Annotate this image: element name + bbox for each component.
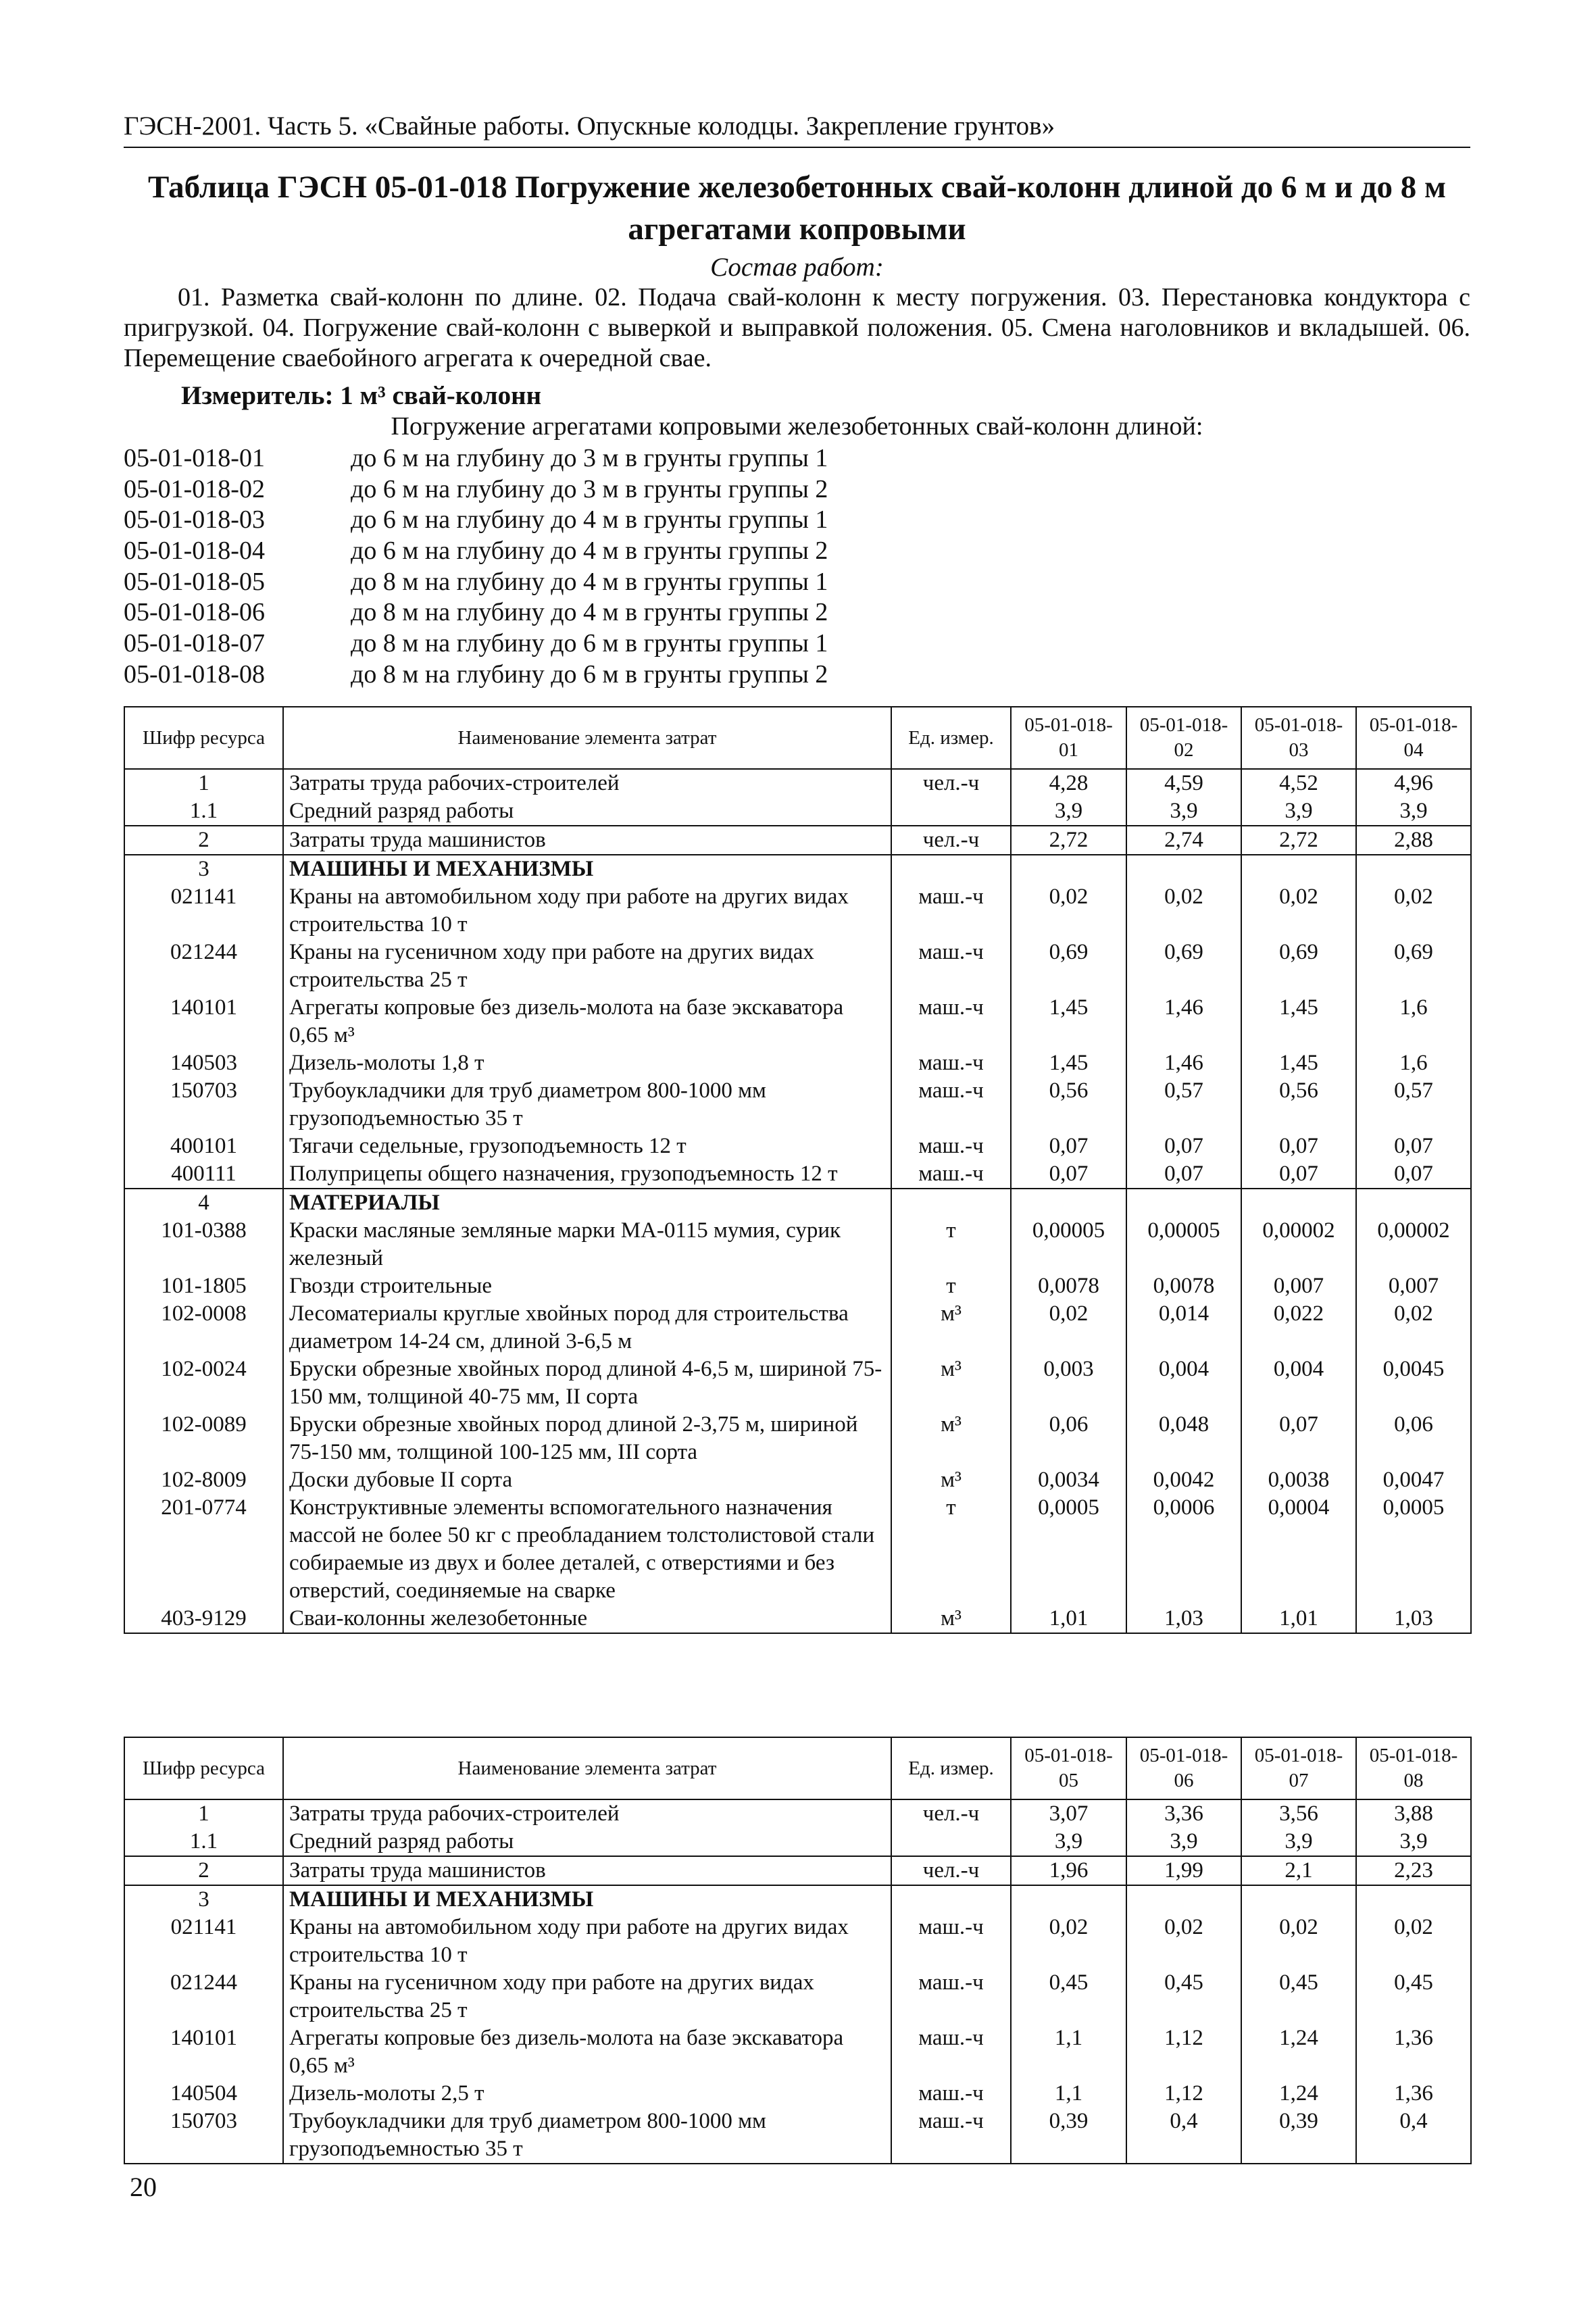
resource-value: 0,02	[1126, 1914, 1241, 1969]
resource-value: 0,0078	[1126, 1272, 1241, 1300]
resource-name: Средний разряд работы	[283, 797, 891, 826]
resource-value: 0,02	[1356, 1914, 1471, 1969]
table-row	[124, 1272, 1471, 1300]
variant-row	[124, 443, 1470, 474]
resource-value: 1,1	[1011, 2080, 1126, 2108]
table-row	[124, 1411, 1471, 1466]
variant-code: 05-01-018-04	[124, 537, 265, 566]
resource-unit: маш.-ч	[891, 2024, 1011, 2080]
resource-value: 2,74	[1126, 826, 1241, 855]
resource-value: 0,007	[1356, 1272, 1471, 1300]
table-row	[124, 1355, 1471, 1411]
resource-table-2	[124, 1737, 1472, 2164]
table-row	[124, 1828, 1471, 1856]
resource-value: 1,6	[1356, 1049, 1471, 1077]
variant-row	[124, 474, 1470, 505]
page-number: 20	[130, 2172, 157, 2202]
variant-text: до 8 м на глубину до 6 м в грунты группы 1	[351, 629, 828, 658]
resource-value: 0,07	[1241, 1160, 1356, 1189]
resource-value: 0,02	[1356, 883, 1471, 939]
resource-name: МАТЕРИАЛЫ	[283, 1189, 891, 1217]
resource-name: Доски дубовые II сорта	[283, 1466, 891, 1494]
resource-name: Лесоматериалы круглые хвойных пород для строительства диаметром 14-24 см, длиной 3-6,5 м	[283, 1300, 891, 1355]
resource-name: Сваи-колонны железобетонные	[283, 1605, 891, 1633]
resource-value: 2,72	[1241, 826, 1356, 855]
resource-value: 0,02	[1011, 883, 1126, 939]
resource-value: 3,88	[1356, 1799, 1471, 1828]
running-head: ГЭСН-2001. Часть 5. «Свайные работы. Опускные колодцы. Закрепление грунтов»	[124, 110, 1470, 148]
resource-value: 0,39	[1241, 2108, 1356, 2164]
sostav-heading: Состав работ:	[710, 253, 884, 282]
resource-code: 021141	[124, 1914, 283, 1969]
resource-unit: маш.-ч	[891, 883, 1011, 939]
resource-value: 0,56	[1241, 1077, 1356, 1132]
resource-value: 0,0047	[1356, 1466, 1471, 1494]
resource-unit: м³	[891, 1605, 1011, 1633]
header-column-code: 05-01-018-02	[1126, 707, 1241, 769]
resource-value: 4,28	[1011, 769, 1126, 797]
resource-unit: чел.-ч	[891, 826, 1011, 855]
resource-code: 3	[124, 855, 283, 883]
resource-unit: м³	[891, 1300, 1011, 1355]
resource-value: 3,9	[1241, 797, 1356, 826]
resource-value: 0,0038	[1241, 1466, 1356, 1494]
resource-value: 0,004	[1241, 1355, 1356, 1411]
resource-value: 3,9	[1241, 1828, 1356, 1856]
variant-text: до 6 м на глубину до 3 м в грунты группы 2	[351, 474, 828, 503]
resource-value: 0,45	[1241, 1969, 1356, 2024]
resource-value: 1,1	[1011, 2024, 1126, 2080]
resource-value: 0,07	[1011, 1160, 1126, 1189]
variant-code: 05-01-018-05	[124, 567, 265, 596]
resource-value: 0,45	[1126, 1969, 1241, 2024]
resource-name: Трубоукладчики для труб диаметром 800-1000 мм грузоподъемностью 35 т	[283, 2108, 891, 2164]
header-column-code: 05-01-018-07	[1241, 1737, 1356, 1799]
resource-value: 1,24	[1241, 2024, 1356, 2080]
resource-table-1	[124, 706, 1472, 1634]
resource-unit	[891, 1885, 1011, 1914]
resource-value: 0,07	[1356, 1132, 1471, 1160]
table-row	[124, 1799, 1471, 1828]
variant-row	[124, 505, 1470, 536]
resource-code: 140503	[124, 1049, 283, 1077]
variant-row	[124, 628, 1470, 659]
resource-name: Конструктивные элементы вспомогательного назначения массой не более 50 кг с преобладанием толстолистовой стали собираемые из двух и более деталей, с отверстиями и без отверстий, соединяемые на сварке	[283, 1494, 891, 1605]
table-row	[124, 939, 1471, 994]
resource-value: 3,9	[1126, 797, 1241, 826]
resource-value: 0,07	[1126, 1160, 1241, 1189]
table-row	[124, 883, 1471, 939]
resource-value: 0,02	[1241, 1914, 1356, 1969]
resource-name: Затраты труда машинистов	[283, 826, 891, 855]
table-row	[124, 855, 1471, 883]
resource-code: 4	[124, 1189, 283, 1217]
resource-value	[1356, 1885, 1471, 1914]
resource-unit: т	[891, 1272, 1011, 1300]
variant-row	[124, 567, 1470, 598]
table-title: Таблица ГЭСН 05-01-018 Погружение железобетонных свай-колонн длиной до 6 м и до 8 м агрегатами копровыми	[147, 170, 1447, 247]
resource-name: Затраты труда рабочих-строителей	[283, 769, 891, 797]
resource-name: Средний разряд работы	[283, 1828, 891, 1856]
table-row	[124, 1049, 1471, 1077]
resource-value: 1,45	[1011, 994, 1126, 1049]
resource-value: 0,0004	[1241, 1494, 1356, 1605]
resource-value: 3,36	[1126, 1799, 1241, 1828]
resource-code: 140101	[124, 2024, 283, 2080]
resource-value	[1241, 1885, 1356, 1914]
resource-unit: чел.-ч	[891, 1856, 1011, 1885]
resource-value: 0,07	[1241, 1411, 1356, 1466]
resource-code: 403-9129	[124, 1605, 283, 1633]
header-column-code: 05-01-018-04	[1356, 707, 1471, 769]
resource-value: 0,022	[1241, 1300, 1356, 1355]
resource-unit	[891, 855, 1011, 883]
table-row	[124, 1885, 1471, 1914]
resource-value: 0,45	[1356, 1969, 1471, 2024]
resource-code: 201-0774	[124, 1494, 283, 1605]
variants-list	[124, 443, 1470, 691]
resource-unit: маш.-ч	[891, 1969, 1011, 2024]
resource-value	[1241, 855, 1356, 883]
resource-unit	[891, 797, 1011, 826]
resource-value	[1126, 1885, 1241, 1914]
table-row	[124, 1914, 1471, 1969]
resource-name: Краны на автомобильном ходу при работе на других видах строительства 10 т	[283, 883, 891, 939]
resource-code: 021244	[124, 1969, 283, 2024]
resource-code: 3	[124, 1885, 283, 1914]
resource-value: 0,02	[1126, 883, 1241, 939]
resource-code: 150703	[124, 2108, 283, 2164]
resource-value: 0,003	[1011, 1355, 1126, 1411]
header-column-code: 05-01-018-08	[1356, 1737, 1471, 1799]
resource-code: 400101	[124, 1132, 283, 1160]
variant-code: 05-01-018-08	[124, 659, 265, 689]
resource-value: 0,0005	[1011, 1494, 1126, 1605]
variant-text: до 8 м на глубину до 4 м в грунты группы 2	[351, 598, 828, 627]
header-column-code: 05-01-018-03	[1241, 707, 1356, 769]
resource-value: 1,36	[1356, 2080, 1471, 2108]
resource-value: 1,36	[1356, 2024, 1471, 2080]
resource-value: 0,004	[1126, 1355, 1241, 1411]
resource-unit: маш.-ч	[891, 939, 1011, 994]
resource-value: 0,06	[1356, 1411, 1471, 1466]
resource-value: 0,00005	[1126, 1217, 1241, 1272]
resource-unit: м³	[891, 1411, 1011, 1466]
resource-value: 1,6	[1356, 994, 1471, 1049]
resource-value: 1,46	[1126, 1049, 1241, 1077]
table-row	[124, 1466, 1471, 1494]
resource-name: Гвозди строительные	[283, 1272, 891, 1300]
resource-value: 0,4	[1126, 2108, 1241, 2164]
table-row	[124, 1969, 1471, 2024]
resource-value: 0,0005	[1356, 1494, 1471, 1605]
resource-unit: маш.-ч	[891, 2080, 1011, 2108]
resource-code: 102-0008	[124, 1300, 283, 1355]
table-row	[124, 1856, 1471, 1885]
resource-unit: маш.-ч	[891, 994, 1011, 1049]
resource-value: 1,03	[1126, 1605, 1241, 1633]
resource-value: 1,99	[1126, 1856, 1241, 1885]
resource-value	[1356, 1189, 1471, 1217]
resource-value: 0,56	[1011, 1077, 1126, 1132]
resource-name: Затраты труда рабочих-строителей	[283, 1799, 891, 1828]
table-row	[124, 1217, 1471, 1272]
resource-name: Полуприцепы общего назначения, грузоподъемность 12 т	[283, 1160, 891, 1189]
resource-value: 0,007	[1241, 1272, 1356, 1300]
sostav-text: 01. Разметка свай-колонн по длине. 02. Подача свай-колонн к месту погружения. 03. Перестановка кондуктора с пригрузкой. 04. Погружение свай-колонн с выверкой и выправкой положения. 05. Смена наголовников и вкладышей. 06. Перемещение сваебойного агрегата к очередной свае.	[124, 283, 1470, 372]
variant-code: 05-01-018-01	[124, 444, 265, 472]
resource-name: Трубоукладчики для труб диаметром 800-1000 мм грузоподъемностью 35 т	[283, 1077, 891, 1132]
resource-code: 021244	[124, 939, 283, 994]
resource-value: 1,01	[1241, 1605, 1356, 1633]
resource-value: 0,00002	[1356, 1217, 1471, 1272]
resource-unit: маш.-ч	[891, 1132, 1011, 1160]
resource-name: Агрегаты копровые без дизель-молота на базе экскаватора 0,65 м³	[283, 2024, 891, 2080]
resource-value: 2,72	[1011, 826, 1126, 855]
resource-unit: маш.-ч	[891, 1914, 1011, 1969]
resource-name: Краны на гусеничном ходу при работе на других видах строительства 25 т	[283, 1969, 891, 2024]
table-row	[124, 826, 1471, 855]
table-row	[124, 1077, 1471, 1132]
variant-code: 05-01-018-03	[124, 505, 265, 534]
resource-value: 1,45	[1011, 1049, 1126, 1077]
resource-name: МАШИНЫ И МЕХАНИЗМЫ	[283, 855, 891, 883]
header-unit: Ед. измер.	[891, 1737, 1011, 1799]
resource-value	[1011, 1189, 1126, 1217]
header-name: Наименование элемента затрат	[283, 707, 891, 769]
resource-value: 0,0034	[1011, 1466, 1126, 1494]
resource-unit: маш.-ч	[891, 1049, 1011, 1077]
resource-value	[1126, 1189, 1241, 1217]
variant-text: до 6 м на глубину до 3 м в грунты группы 1	[351, 444, 828, 472]
resource-value: 4,59	[1126, 769, 1241, 797]
resource-unit: т	[891, 1217, 1011, 1272]
resource-name: Краны на автомобильном ходу при работе на других видах строительства 10 т	[283, 1914, 891, 1969]
resource-value: 3,9	[1356, 1828, 1471, 1856]
resource-code: 102-0089	[124, 1411, 283, 1466]
table-row	[124, 769, 1471, 797]
resource-value: 1,12	[1126, 2080, 1241, 2108]
table-row	[124, 994, 1471, 1049]
resource-code: 102-0024	[124, 1355, 283, 1411]
resource-code: 021141	[124, 883, 283, 939]
resource-unit: маш.-ч	[891, 1077, 1011, 1132]
header-unit: Ед. измер.	[891, 707, 1011, 769]
resource-value: 0,4	[1356, 2108, 1471, 2164]
resource-value: 3,9	[1011, 797, 1126, 826]
resource-value: 1,46	[1126, 994, 1241, 1049]
resource-code: 1	[124, 769, 283, 797]
resource-value: 0,07	[1356, 1160, 1471, 1189]
table-row	[124, 1605, 1471, 1633]
resource-unit: маш.-ч	[891, 1160, 1011, 1189]
table-row	[124, 1160, 1471, 1189]
table-row	[124, 2024, 1471, 2080]
resource-code: 140101	[124, 994, 283, 1049]
resource-value: 1,45	[1241, 994, 1356, 1049]
resource-value: 0,69	[1241, 939, 1356, 994]
table-row	[124, 1132, 1471, 1160]
resource-value: 0,00002	[1241, 1217, 1356, 1272]
resource-value: 0,0078	[1011, 1272, 1126, 1300]
resource-value	[1011, 1885, 1126, 1914]
table-row	[124, 1189, 1471, 1217]
resource-unit	[891, 1828, 1011, 1856]
resource-value: 0,0045	[1356, 1355, 1471, 1411]
resource-unit: чел.-ч	[891, 769, 1011, 797]
table-row	[124, 2108, 1471, 2164]
resource-value: 0,0006	[1126, 1494, 1241, 1605]
table-row	[124, 797, 1471, 826]
resource-value: 1,96	[1011, 1856, 1126, 1885]
resource-name: Затраты труда машинистов	[283, 1856, 891, 1885]
resource-value: 2,23	[1356, 1856, 1471, 1885]
resource-unit: чел.-ч	[891, 1799, 1011, 1828]
resource-name: Дизель-молоты 2,5 т	[283, 2080, 891, 2108]
resource-unit	[891, 1189, 1011, 1217]
resource-code: 2	[124, 1856, 283, 1885]
resource-name: Агрегаты копровые без дизель-молота на базе экскаватора 0,65 м³	[283, 994, 891, 1049]
resource-name: МАШИНЫ И МЕХАНИЗМЫ	[283, 1885, 891, 1914]
resource-value: 2,1	[1241, 1856, 1356, 1885]
resource-value: 3,07	[1011, 1799, 1126, 1828]
resource-name: Краски масляные земляные марки МА-0115 мумия, сурик железный	[283, 1217, 891, 1272]
header-code: Шифр ресурса	[124, 707, 283, 769]
resource-value	[1356, 855, 1471, 883]
resource-value: 0,45	[1011, 1969, 1126, 2024]
resource-value	[1011, 855, 1126, 883]
variant-code: 05-01-018-02	[124, 474, 265, 503]
resource-name: Дизель-молоты 1,8 т	[283, 1049, 891, 1077]
resource-code: 1	[124, 1799, 283, 1828]
resource-code: 150703	[124, 1077, 283, 1132]
resource-value: 0,02	[1011, 1914, 1126, 1969]
resource-value: 3,9	[1011, 1828, 1126, 1856]
resource-unit: м³	[891, 1355, 1011, 1411]
header-code: Шифр ресурса	[124, 1737, 283, 1799]
resource-value: 3,9	[1356, 797, 1471, 826]
header-column-code: 05-01-018-06	[1126, 1737, 1241, 1799]
resource-value: 0,02	[1011, 1300, 1126, 1355]
resource-value: 4,52	[1241, 769, 1356, 797]
resource-value: 0,69	[1126, 939, 1241, 994]
variant-row	[124, 597, 1470, 628]
resource-value: 3,9	[1126, 1828, 1241, 1856]
variant-row	[124, 536, 1470, 567]
resource-value: 0,69	[1356, 939, 1471, 994]
resource-value	[1126, 855, 1241, 883]
resource-value: 3,56	[1241, 1799, 1356, 1828]
header-column-code: 05-01-018-01	[1011, 707, 1126, 769]
resource-value: 1,12	[1126, 2024, 1241, 2080]
header-name: Наименование элемента затрат	[283, 1737, 891, 1799]
resource-value: 0,048	[1126, 1411, 1241, 1466]
measure-unit: Измеритель: 1 м³ свай-колонн	[181, 381, 542, 410]
resource-code: 1.1	[124, 1828, 283, 1856]
resource-unit: маш.-ч	[891, 2108, 1011, 2164]
variant-text: до 6 м на глубину до 4 м в грунты группы 1	[351, 505, 828, 534]
resource-value: 2,88	[1356, 826, 1471, 855]
resource-value: 0,57	[1126, 1077, 1241, 1132]
variant-row	[124, 659, 1470, 691]
resource-value: 0,014	[1126, 1300, 1241, 1355]
resource-name: Тягачи седельные, грузоподъемность 12 т	[283, 1132, 891, 1160]
resource-value: 0,02	[1241, 883, 1356, 939]
resource-value	[1241, 1189, 1356, 1217]
table-row	[124, 1494, 1471, 1605]
resource-value: 0,07	[1241, 1132, 1356, 1160]
resource-value: 0,0042	[1126, 1466, 1241, 1494]
resource-name: Бруски обрезные хвойных пород длиной 2-3,75 м, шириной 75-150 мм, толщиной 100-125 мм, III сорта	[283, 1411, 891, 1466]
variant-code: 05-01-018-06	[124, 598, 265, 627]
resource-name: Бруски обрезные хвойных пород длиной 4-6,5 м, шириной 75-150 мм, толщиной 40-75 мм, II сорта	[283, 1355, 891, 1411]
resource-value: 1,01	[1011, 1605, 1126, 1633]
variant-text: до 6 м на глубину до 4 м в грунты группы 2	[351, 537, 828, 566]
variant-text: до 8 м на глубину до 4 м в грунты группы 1	[351, 567, 828, 596]
table-row	[124, 1300, 1471, 1355]
resource-code: 2	[124, 826, 283, 855]
variant-code: 05-01-018-07	[124, 629, 265, 658]
resource-code: 102-8009	[124, 1466, 283, 1494]
resource-value: 0,07	[1126, 1132, 1241, 1160]
resource-name: Краны на гусеничном ходу при работе на других видах строительства 25 т	[283, 939, 891, 994]
resource-unit: м³	[891, 1466, 1011, 1494]
resource-code: 101-0388	[124, 1217, 283, 1272]
resource-value: 1,03	[1356, 1605, 1471, 1633]
resource-code: 140504	[124, 2080, 283, 2108]
resource-code: 101-1805	[124, 1272, 283, 1300]
resource-value: 1,45	[1241, 1049, 1356, 1077]
table-row	[124, 2080, 1471, 2108]
resource-code: 400111	[124, 1160, 283, 1189]
resource-value: 0,39	[1011, 2108, 1126, 2164]
header-column-code: 05-01-018-05	[1011, 1737, 1126, 1799]
resource-value: 0,06	[1011, 1411, 1126, 1466]
resource-value: 0,00005	[1011, 1217, 1126, 1272]
variant-text: до 8 м на глубину до 6 м в грунты группы 2	[351, 659, 828, 689]
variants-heading: Погружение агрегатами копровыми железобетонных свай-колонн длиной:	[391, 412, 1203, 441]
resource-value: 0,57	[1356, 1077, 1471, 1132]
resource-value: 1,24	[1241, 2080, 1356, 2108]
resource-code: 1.1	[124, 797, 283, 826]
resource-value: 0,07	[1011, 1132, 1126, 1160]
resource-unit: т	[891, 1494, 1011, 1605]
resource-value: 0,69	[1011, 939, 1126, 994]
resource-value: 4,96	[1356, 769, 1471, 797]
resource-value: 0,02	[1356, 1300, 1471, 1355]
